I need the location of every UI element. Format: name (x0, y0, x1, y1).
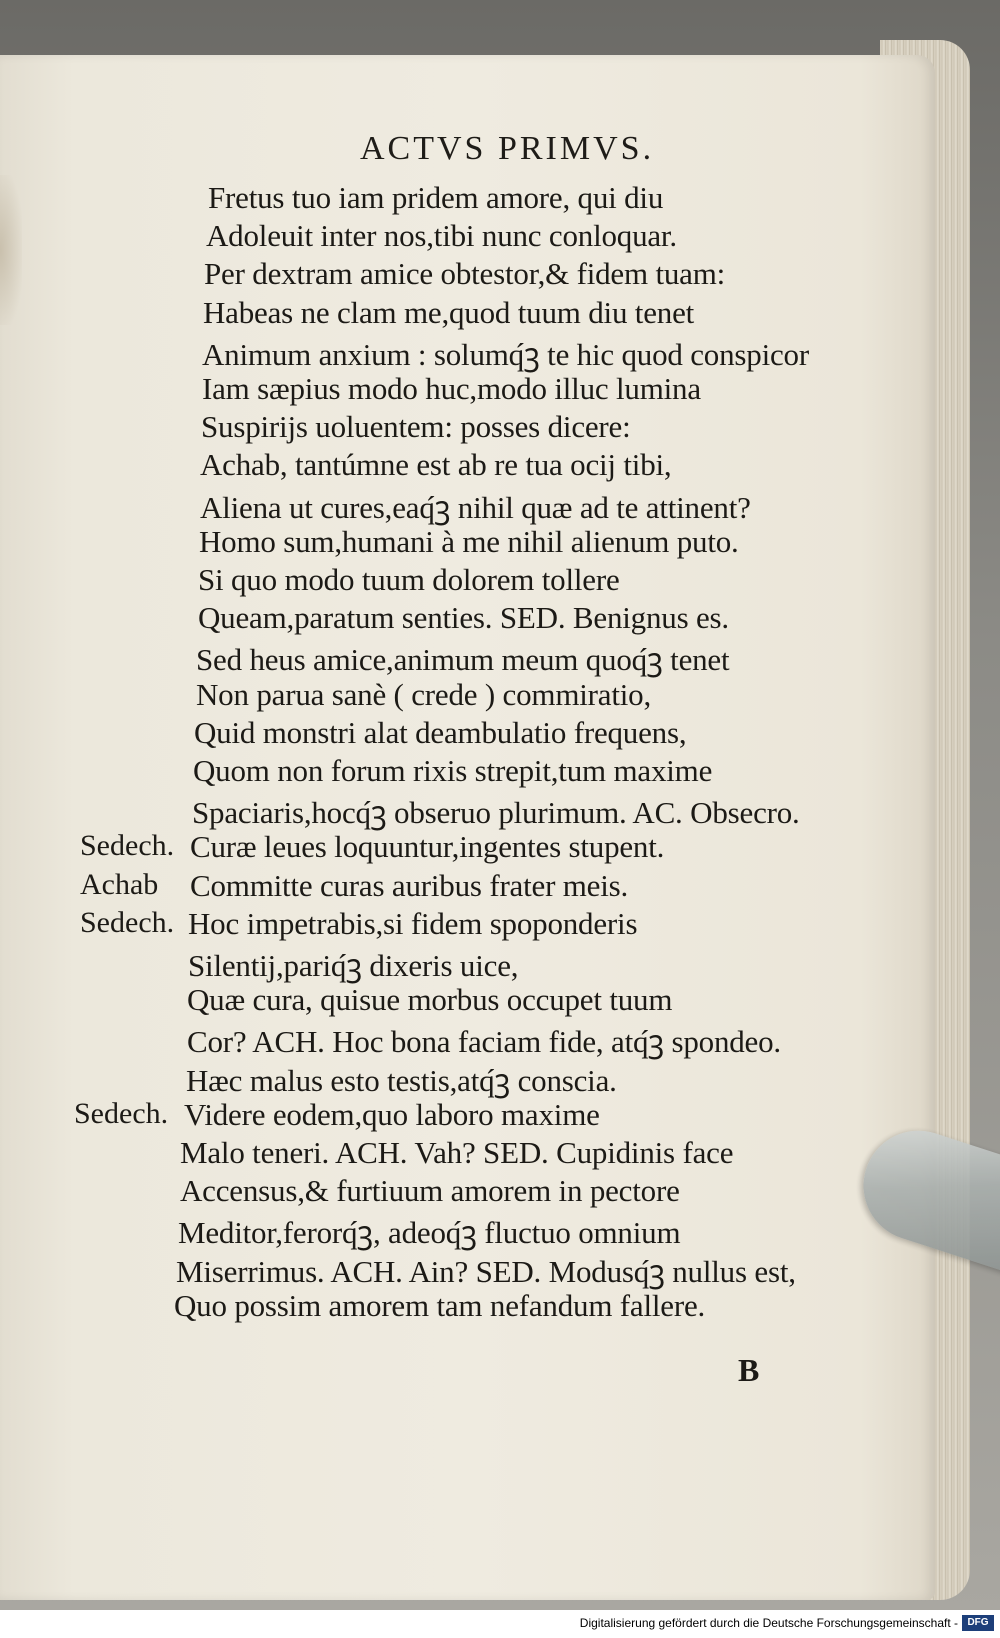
verse-text: Suspirijs uoluentem: posses dicere: (201, 409, 631, 444)
verse-text: Sed heus amice,animum meum quoq́ꝫ tenet (196, 642, 730, 677)
speaker-name: Sedech. (74, 1097, 169, 1130)
verse-line (0, 1097, 900, 1137)
verse-text: Malo teneri. ACH. Vah? SED. Cupidinis face (180, 1135, 734, 1170)
verse-text: Meditor,ferorq́ꝫ, adeoq́ꝫ fluctuo omnium (178, 1215, 681, 1250)
verse-text: Achab, tantúmne est ab re tua ocij tibi, (200, 447, 672, 482)
speaker-name: Sedech. (80, 906, 175, 939)
verse-text: Cor? ACH. Hoc bona faciam fide, atq́ꝫ spondeo. (187, 1024, 781, 1059)
verse-text: Per dextram amice obtestor,& fidem tuam: (204, 256, 726, 291)
verse-line (0, 447, 900, 487)
speaker-name: Sedech. (80, 829, 175, 862)
verse-line (0, 600, 900, 640)
verse-line (0, 868, 900, 908)
verse-line (0, 753, 900, 793)
verse-line (0, 1173, 900, 1213)
verse-text: Quo possim amorem tam nefandum fallere. (174, 1288, 706, 1323)
verse-text: Iam sæpius modo huc,modo illuc lumina (202, 371, 701, 406)
verse-text: Committe curas auribus frater meis. (190, 868, 629, 903)
verse-text: Quom non forum rixis strepit,tum maxime (193, 753, 713, 788)
verse-text: Silentij,pariq́ꝫ dixeris uice, (188, 948, 519, 983)
verse-line (0, 486, 900, 526)
verse-line (0, 791, 900, 831)
footer-credit-bar (0, 1610, 1000, 1638)
verse-line (0, 562, 900, 602)
footer-credit-text: Digitalisierung gefördert durch die Deutsche Forschungsgemeinschaft - (579, 1616, 958, 1630)
verse-text: Miserrimus. ACH. Ain? SED. Modusq́ꝫ nullus est, (176, 1254, 796, 1289)
verse-text: Curæ leues loquuntur,ingentes stupent. (190, 829, 665, 864)
verse-text: Aliena ut cures,eaq́ꝫ nihil quæ ad te attinent? (200, 490, 751, 525)
verse-text: Quæ cura, quisue morbus occupet tuum (187, 982, 673, 1017)
verse-line (0, 1020, 900, 1060)
verse-line (0, 1135, 900, 1175)
verse-line (0, 524, 900, 564)
verse-text: Fretus tuo iam pridem amore, qui diu (208, 180, 664, 215)
verse-line (0, 1288, 900, 1328)
speaker-name: Achab (80, 868, 159, 901)
verse-text: Videre eodem,quo laboro maxime (184, 1097, 600, 1132)
verse-text: Non parua sanè ( crede ) commiratio, (196, 677, 652, 712)
verse-line (0, 333, 900, 373)
verse-line (0, 409, 900, 449)
verse-text: Habeas ne clam me,quod tuum diu tenet (203, 295, 695, 330)
verse-line (0, 256, 900, 296)
verse-line (0, 715, 900, 755)
verse-line (0, 944, 900, 984)
verse-line (0, 906, 900, 946)
verse-line (0, 218, 900, 258)
verse-text: Animum anxium : solumq́ꝫ te hic quod conspicor (202, 337, 809, 372)
verse-line (0, 829, 900, 869)
running-head: ACTVS PRIMVS. (360, 130, 655, 167)
verse-line (0, 371, 900, 411)
verse-line (0, 180, 900, 220)
verse-text: Homo sum,humani à me nihil alienum puto. (199, 524, 739, 559)
verse-text: Quid monstri alat deambulatio frequens, (194, 715, 687, 750)
verse-text: Si quo modo tuum dolorem tollere (198, 562, 620, 597)
verse-text: Spaciaris,hocq́ꝫ obseruo plurimum. AC. Obsecro. (192, 795, 800, 830)
verse-text: Hoc impetrabis,si fidem spoponderis (188, 906, 638, 941)
signature-mark: B (738, 1352, 760, 1388)
verse-text: Adoleuit inter nos,tibi nunc conloquar. (206, 218, 677, 253)
verse-line (0, 982, 900, 1022)
dfg-logo: DFG (962, 1615, 994, 1631)
verse-line (0, 1059, 900, 1099)
verse-text: Queam,paratum senties. SED. Benignus es. (198, 600, 729, 635)
verse-text: Hæc malus esto testis,atq́ꝫ conscia. (186, 1063, 617, 1098)
verse-line (0, 677, 900, 717)
verse-line (0, 1250, 900, 1290)
verse-line (0, 638, 900, 678)
verse-text: Accensus,& furtiuum amorem in pectore (180, 1173, 680, 1208)
verse-line (0, 295, 900, 335)
verse-line (0, 1211, 900, 1251)
